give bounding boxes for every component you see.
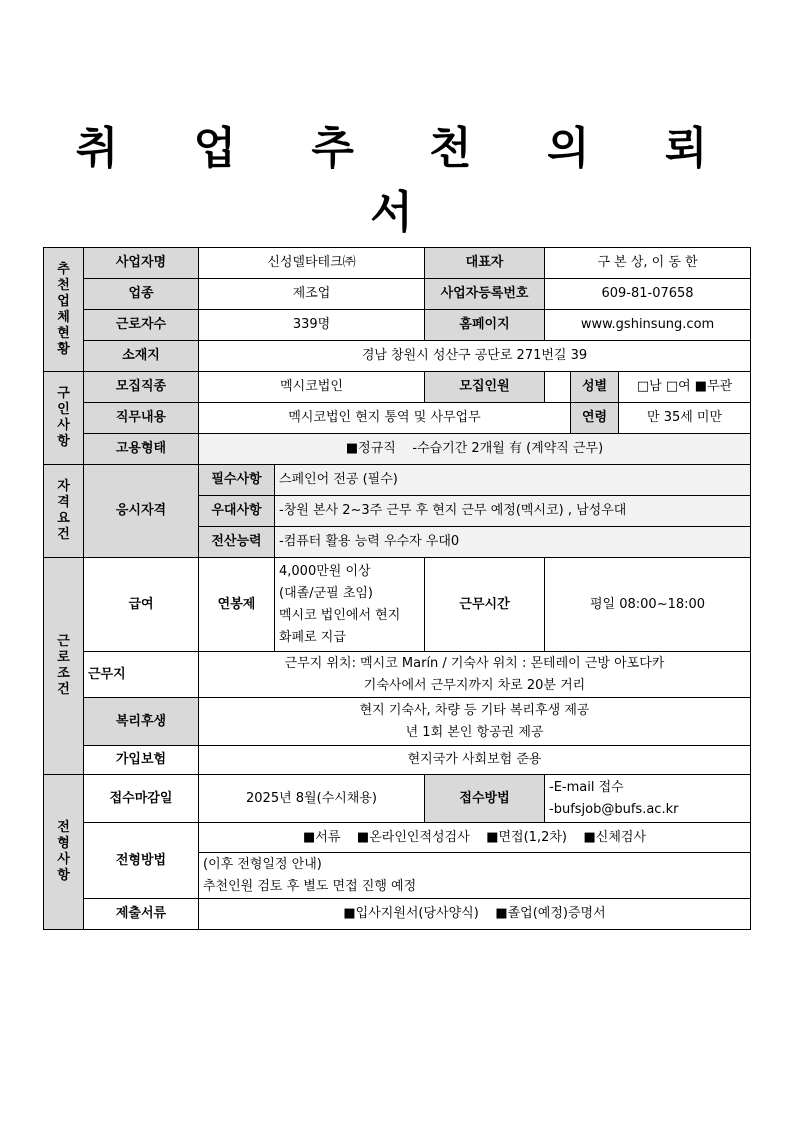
duty: 멕시코법인 현지 통역 및 사무업무 xyxy=(199,403,571,434)
qualification-section-label: 자 격 요 건 xyxy=(44,465,84,558)
location-label: 근무지 xyxy=(84,652,199,698)
insurance-label: 가입보험 xyxy=(84,746,199,775)
age: 만 35세 미만 xyxy=(619,403,751,434)
apply-label: 응시자격 xyxy=(84,465,199,558)
ceo-name: 구 본 상, 이 동 한 xyxy=(545,248,751,279)
method: -E-mail 접수 -bufsjob@bufs.ac.kr xyxy=(545,775,751,823)
selection-section-label: 전 형 사 항 xyxy=(44,775,84,930)
required: 스페인어 전공 (필수) xyxy=(275,465,751,496)
docs-label: 제출서류 xyxy=(84,899,199,930)
address-label: 소재지 xyxy=(84,341,199,372)
process-steps: ■서류 ■온라인인적성검사 ■면접(1,2차) ■신체검사 xyxy=(199,823,751,853)
ceo-label: 대표자 xyxy=(425,248,545,279)
count-label: 모집인원 xyxy=(425,372,545,403)
required-label: 필수사항 xyxy=(199,465,275,496)
preferred-label: 우대사항 xyxy=(199,496,275,527)
count xyxy=(545,372,571,403)
recommendation-form-table xyxy=(43,247,751,930)
conditions-section-label: 근 로 조 건 xyxy=(44,558,84,775)
regno-label: 사업자등록번호 xyxy=(425,279,545,310)
type-label: 고용형태 xyxy=(84,434,199,465)
gender: □남 □여 ■무관 xyxy=(619,372,751,403)
salary-label: 급여 xyxy=(84,558,199,652)
job: 멕시코법인 xyxy=(199,372,425,403)
method-label: 접수방법 xyxy=(425,775,545,823)
welfare-label: 복리후생 xyxy=(84,698,199,746)
recruit-section-label: 구 인 사 항 xyxy=(44,372,84,465)
deadline: 2025년 8월(수시채용) xyxy=(199,775,425,823)
homepage: www.gshinsung.com xyxy=(545,310,751,341)
location: 근무지 위치: 멕시코 Marín / 기숙사 위치 : 몬테레이 근방 아포다카 기숙사에서 근무지까지 차로 20분 거리 xyxy=(199,652,751,698)
homepage-label: 홈페이지 xyxy=(425,310,545,341)
welfare: 현지 기숙사, 차량 등 기타 복리후생 제공 년 1회 본인 항공권 제공 xyxy=(199,698,751,746)
address: 경남 창원시 성산구 공단로 271번길 39 xyxy=(199,341,751,372)
hours: 평일 08:00~18:00 xyxy=(545,558,751,652)
industry: 제조업 xyxy=(199,279,425,310)
duty-label: 직무내용 xyxy=(84,403,199,434)
employees: 339명 xyxy=(199,310,425,341)
docs: ■입사지원서(당사양식) ■졸업(예정)증명서 xyxy=(199,899,751,930)
preferred: -창원 본사 2~3주 근무 후 현지 근무 예정(멕시코) , 남성우대 xyxy=(275,496,751,527)
employees-label: 근로자수 xyxy=(84,310,199,341)
computer: -컴퓨터 활용 능력 우수자 우대0 xyxy=(275,527,751,558)
salary: 4,000만원 이상 (대졸/군필 초임) 멕시코 법인에서 현지 화폐로 지급 xyxy=(275,558,425,652)
gender-label: 성별 xyxy=(571,372,619,403)
company-section-label: 추 천 업 체 현 황 xyxy=(44,248,84,372)
industry-label: 업종 xyxy=(84,279,199,310)
job-label: 모집직종 xyxy=(84,372,199,403)
annual-label: 연봉제 xyxy=(199,558,275,652)
employment-type: ■정규직 -수습기간 2개월 有 (계약직 근무) xyxy=(199,434,751,465)
company-name-label: 사업자명 xyxy=(84,248,199,279)
age-label: 연령 xyxy=(571,403,619,434)
computer-label: 전산능력 xyxy=(199,527,275,558)
process-label: 전형방법 xyxy=(84,823,199,899)
insurance: 현지국가 사회보험 준용 xyxy=(199,746,751,775)
hours-label: 근무시간 xyxy=(425,558,545,652)
regno: 609-81-07658 xyxy=(545,279,751,310)
company-name: 신성델타테크㈜ xyxy=(199,248,425,279)
process-notes: (이후 전형일정 안내) 추천인원 검토 후 별도 면접 진행 예정 xyxy=(199,853,751,899)
document-title: 취 업 추 천 의 뢰 서 xyxy=(75,123,738,238)
deadline-label: 접수마감일 xyxy=(84,775,199,823)
